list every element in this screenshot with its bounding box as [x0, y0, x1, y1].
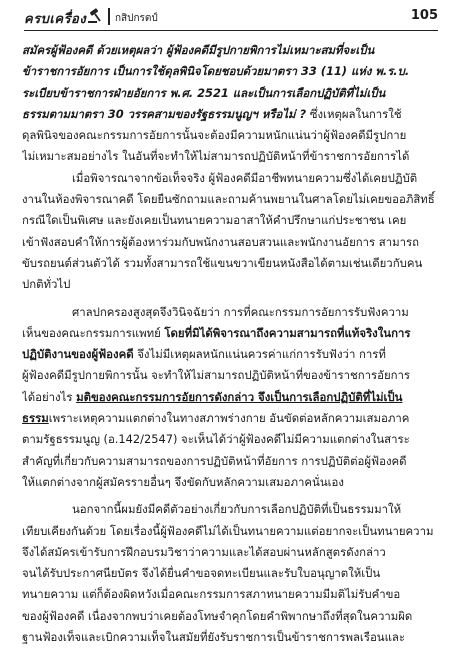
text-run: เห็นของคณะกรรมการแพทย์ [22, 325, 165, 340]
text-line [22, 451, 440, 472]
text-run: เพราะเหตุความแตกต่างในทางสภาพร่างกาย อันขัดต่อหลักความเสมอภาค [48, 411, 410, 426]
text-line [22, 627, 440, 648]
emphasis-run: มติของคณะกรรมการอัยการดังกล่าว จึงเป็นการเลือกปฏิบัติที่ไม่เป็น [76, 389, 403, 404]
text-line [22, 499, 440, 520]
emphasis-run: โดยที่มิได้พิจารณาถึงความสามารถที่แท้จริงในการ [164, 325, 411, 340]
text-line [22, 125, 440, 146]
text-line [22, 365, 440, 386]
text-run: ผู้ฟ้องคดีมีรูปกายพิการนั้น จะทำให้ไม่สามารถปฏิบัติหน้าที่ของข้าราชการอัยการ [22, 368, 411, 383]
text-run: จนได้รับประกาศนียบัตร จึงได้ยื่นคำขอจดทะเบียนและรับใบอนุญาตให้เป็น [22, 566, 381, 581]
text-line [22, 104, 440, 125]
emphasis-run: ธรรมตามมาตรา 30 วรรคสามของรัฐธรรมนูญฯ หรือไม่ ? [22, 106, 307, 121]
text-line [22, 302, 440, 323]
text-run: นอกจากนี้ผมยังมีคดีตัวอย่างเกี่ยวกับการเลือกปฏิบัติที่เป็นธรรมมาให้ [72, 502, 402, 517]
text-run: กรณีใดเป็นพิเศษ และยังเคยเป็นทนายความอาสาให้คำปรึกษาแก่ประชาชน เคย [22, 213, 407, 228]
text-line [22, 563, 440, 584]
emphasis-run: ธรรม [22, 411, 49, 426]
text-run: ปกติทั่วไป [22, 277, 71, 292]
text-line [22, 408, 440, 429]
text-run: เมื่อพิจารณาจากข้อเท็จจริง ผู้ฟ้องคดีมีอาชีพทนายความซึ่งได้เคยปฏิบัติ [72, 170, 418, 185]
text-run: ฐานฟ้องเท็จและเบิกความเท็จในสมัยที่ยังรับราชการเป็นข้าราชการพลเรือนและ [22, 630, 406, 645]
text-line [22, 146, 440, 167]
text-line [22, 542, 440, 563]
text-line [22, 344, 440, 365]
text-line [22, 210, 440, 231]
page-header [24, 6, 438, 31]
text-line [22, 83, 440, 104]
emphasis-run: ปฏิบัติงานของผู้ฟ้องคดี [22, 347, 134, 362]
text-run: เข้าฟังสอบคำให้การผู้ต้องหาร่วมกับพนักงานสอบสวนและพนักงานอัยการ สามารถ [22, 234, 420, 249]
text-line [22, 189, 440, 210]
text-run: เทียบเคียงกันด้วย โดยเรื่องนี้ผู้ฟ้องคดีไม่ได้เป็นทนายความแต่อยากจะเป็นทนายความ [22, 523, 434, 538]
text-line [22, 40, 440, 61]
text-run: ทนายความ แต่ก็ต้องผิดหวังเมื่อคณะกรรมการสภาทนายความมีมติไม่รับคำขอ [22, 587, 401, 602]
text-run: จึงได้สมัครเข้ารับการฝึกอบรมวิชาว่าความและได้สอบผ่านหลักสูตรดังกล่าว [22, 544, 386, 559]
text-line [22, 323, 440, 344]
text-line [22, 253, 440, 274]
text-run: ได้อย่างไร [22, 389, 77, 404]
text-line [22, 606, 440, 627]
emphasis-run: ข้าราชการอัยการ เป็นการใช้ดุลพินิจโดยชอบด้วยมาตรา 33 (11) แห่ง พ.ร.บ. [22, 64, 410, 79]
text-run: ขับรถยนต์ส่วนตัวได้ รวมทั้งสามารถใช้แขนขวาเขียนหนังสือได้ตามเช่นเดียวกับคน [22, 255, 423, 270]
text-line [22, 168, 440, 189]
text-run: ของผู้ฟ้องคดี เนื่องจากพบว่าเคยต้องโทษจำคุกโดยคำพิพากษาถึงที่สุดในความผิด [22, 608, 413, 623]
gavel-icon [87, 8, 103, 24]
text-run: สำคัญที่เกี่ยวกับความสามารถของการปฏิบัติหน้าที่อัยการ การปฏิบัติต่อผู้ฟ้องคดี [22, 453, 407, 468]
emphasis-run: ระเบียบข้าราชการฝ่ายอัยการ พ.ศ. 2521 และเป็นการเลือกปฏิบัติที่ไม่เป็น [22, 85, 386, 100]
emphasis-run: สมัครผู้ฟ้องคดี ด้วยเหตุผลว่า ผู้ฟ้องคดีมีรูปกายพิการไม่เหมาะสมที่จะเป็น [22, 43, 375, 57]
text-line [22, 584, 440, 605]
text-line [22, 387, 440, 408]
text-run: ดุลพินิจของคณะกรรมการอัยการนั้นจะต้องมีความหนักแน่นว่าผู้ฟ้องคดีมีรูปกาย [22, 128, 407, 143]
text-line [22, 429, 440, 450]
book-title: ครบเครื่อง [24, 12, 87, 27]
text-run: จึงไม่มีเหตุผลหนักแน่นควรค่าแก่การรับฟังว่า การที่ [133, 347, 386, 362]
text-run: ไม่เหมาะสมอย่างไร ในอันที่จะทำให้ไม่สามารถปฏิบัติหน้าที่ข้าราชการอัยการได้ [22, 149, 410, 164]
text-line [22, 521, 440, 542]
text-run: ซึ่งเหตุผลในการใช้ [306, 106, 402, 121]
text-run: ศาลปกครองสูงสุดจึงวินิจฉัยว่า การที่คณะกรรมการอัยการรับฟังความ [72, 304, 409, 319]
text-line [22, 472, 440, 493]
text-line [22, 274, 440, 295]
text-run: ตามรัฐธรรมนูญ (อ.142/2547) จะเห็นได้ว่าผู้ฟ้องคดีไม่มีความแตกต่างในสาระ [22, 432, 410, 447]
body-text [22, 40, 440, 648]
text-line [22, 232, 440, 253]
header-divider [108, 8, 110, 25]
text-run: ให้แตกต่างจากผู้สมัครรายอื่นๆ จึงขัดกับหลักความเสมอภาคนั่นเอง [22, 474, 344, 489]
text-run: งานในห้องพิจารณาคดี โดยยืนซักถามและถามค้านพยานในศาลโดยไม่เคยขออภิสิทธิ์ [22, 192, 435, 207]
section-title: กสิปกรตป์ [115, 13, 158, 24]
page-number: 105 [410, 8, 438, 23]
text-line [22, 61, 440, 82]
